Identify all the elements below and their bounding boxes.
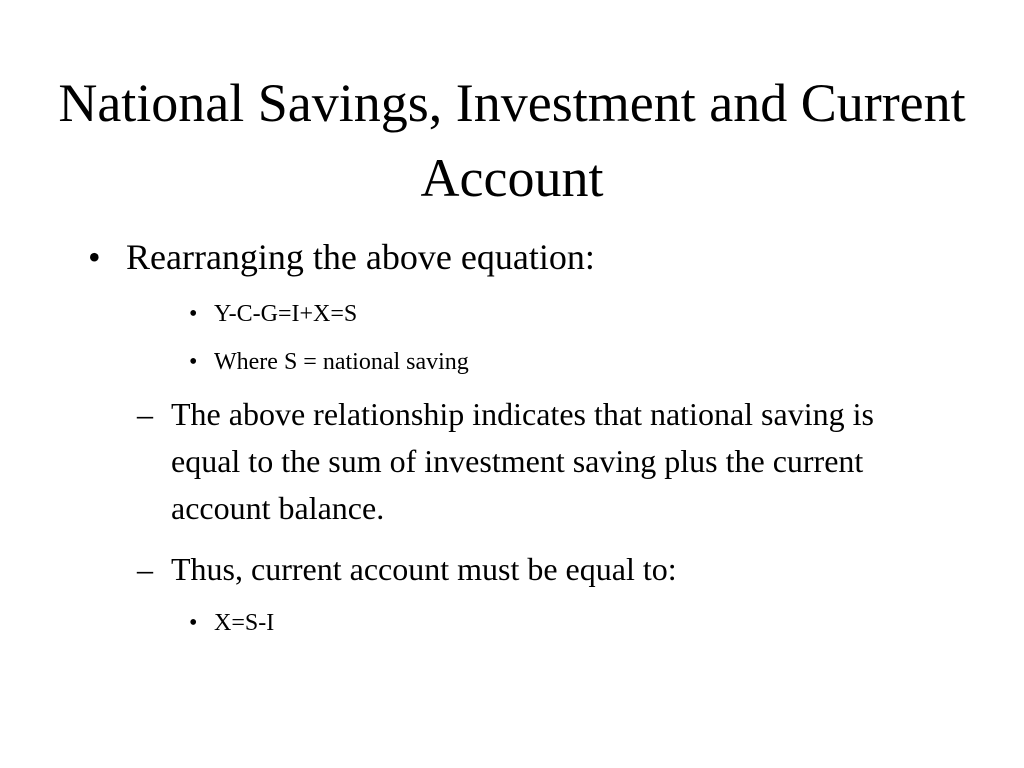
equation-text: Y-C-G=I+X=S <box>214 301 358 327</box>
definition-text: Where S = national saving <box>214 349 469 375</box>
sub-bullet-marker: • <box>189 349 198 375</box>
relationship-text: The above relationship indicates that national saving is equal to the sum of investment saving plus the current account balance. <box>171 396 874 526</box>
dash-marker: – <box>137 551 153 587</box>
sub-bullet-marker: • <box>189 301 198 327</box>
slide-title: National Savings, Investment and Current Account <box>58 73 966 208</box>
bullet-text-rearranging: Rearranging the above equation: <box>126 237 595 277</box>
bullet-marker: • <box>88 237 101 277</box>
result-equation-text: X=S-I <box>214 610 275 636</box>
dash-marker: – <box>137 396 153 432</box>
sub-bullet-marker: • <box>189 610 198 636</box>
conclusion-text: Thus, current account must be equal to: <box>171 551 677 587</box>
